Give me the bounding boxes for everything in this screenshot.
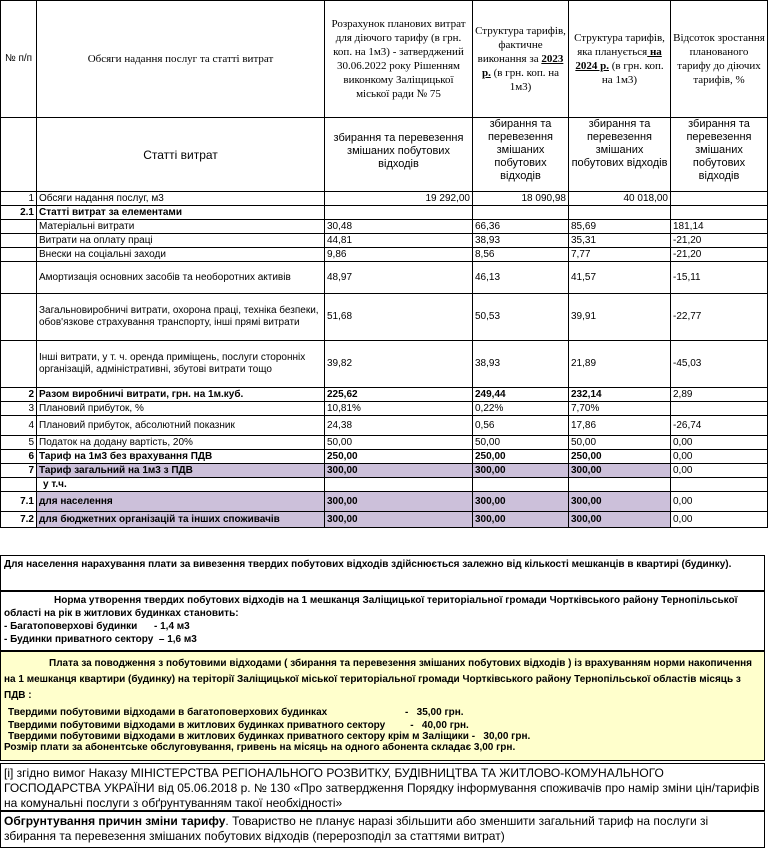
row-value: 9,86 [325, 248, 473, 262]
row-no: 7.2 [1, 512, 37, 528]
row-value [569, 206, 671, 220]
row-value: 249,44 [473, 388, 569, 402]
row-no: 4 [1, 416, 37, 436]
row-no [1, 262, 37, 294]
row-value: 7,77 [569, 248, 671, 262]
fee-section [0, 651, 765, 761]
col-calc-header: Розрахунок планових витрат для діючого тарифу (в грн. коп. на 1м3) - затверджений 30.06.2022 року Рішенням виконкому Заліщицької міської ради № 75 [325, 1, 473, 118]
row-value: 0,00 [671, 450, 768, 464]
row-value: 19 292,00 [325, 192, 473, 206]
table-row [1, 192, 768, 206]
table-row [1, 206, 768, 220]
row-value: 232,14 [569, 388, 671, 402]
row-value: 21,89 [569, 341, 671, 388]
row-no: 7 [1, 464, 37, 478]
row-name: Тариф на 1м3 без врахування ПДВ [37, 450, 325, 464]
row-name: у т.ч. [37, 478, 325, 492]
row-value [671, 206, 768, 220]
row-value: 46,13 [473, 262, 569, 294]
row-value: 38,93 [473, 234, 569, 248]
row-value [671, 402, 768, 416]
empty-cell [1, 118, 37, 192]
row-value: 41,57 [569, 262, 671, 294]
row-name: Податок на додану вартість, 20% [37, 436, 325, 450]
justification-text: . Товариство не планує наразі збільшити або зменшити загальний тариф на послуги зі збирання та перевезення змішаних побутових відходів (перерозподіл за статтями витрат) [4, 814, 709, 843]
row-name: Плановий прибуток, абсолютний показник [37, 416, 325, 436]
table-row [1, 220, 768, 234]
row-value: 50,53 [473, 294, 569, 341]
row-value: 8,56 [473, 248, 569, 262]
row-value: 51,68 [325, 294, 473, 341]
row-no [1, 234, 37, 248]
service-header: збирання та перевезення змішаних побутових відходів [325, 118, 473, 192]
row-value: 300,00 [325, 464, 473, 478]
population-note: Для населення нарахування плати за вивезення твердих побутових відходів здійснюється залежно від кількості мешканців в квартирі (будинку). [0, 555, 765, 591]
table-row [1, 294, 768, 341]
col-struct-fact-header: Структура тарифів, фактичне виконання за 2023 р. (в грн. коп. на 1м3) [473, 1, 569, 118]
fee-line: Твердими побутовими відходами в багатоповерхових будинках - 35,00 грн. [8, 707, 464, 718]
row-no [1, 248, 37, 262]
row-value: 40 018,00 [569, 192, 671, 206]
norm-section [0, 591, 765, 651]
volumes-header: Обсяги надання послуг та статті витрат [37, 1, 325, 118]
cost-items-header: Статті витрат [37, 118, 325, 192]
row-value: 44,81 [325, 234, 473, 248]
norm-line: - Будинки приватного сектору – 1,6 м3 [4, 634, 197, 645]
fee-line: Розмір плати за абонентське обслуговування, гривень на місяць на одного абонента складає 3,00 грн. [4, 742, 516, 753]
row-name: Матеріальні витрати [37, 220, 325, 234]
row-value: 10,81% [325, 402, 473, 416]
row-value: 17,86 [569, 416, 671, 436]
row-value: 50,00 [325, 436, 473, 450]
row-value: -21,20 [671, 234, 768, 248]
table-row [1, 402, 768, 416]
row-value: 300,00 [325, 492, 473, 512]
row-name: Обсяги надання послуг, м3 [37, 192, 325, 206]
row-value [325, 478, 473, 492]
row-value: 50,00 [569, 436, 671, 450]
table-row [1, 464, 768, 478]
row-no: 7.1 [1, 492, 37, 512]
fee-line: Твердими побутовими відходами в житлових будинках приватного сектору крім м Заліщики - 30,00 грн. [8, 731, 531, 742]
row-value: 300,00 [473, 464, 569, 478]
row-value: 300,00 [569, 512, 671, 528]
row-value: -15,11 [671, 262, 768, 294]
row-name: для бюджетних організацій та інших споживачів [37, 512, 325, 528]
table-row [1, 450, 768, 464]
row-value: 48,97 [325, 262, 473, 294]
table-row [1, 234, 768, 248]
row-value: 300,00 [473, 512, 569, 528]
row-value: 85,69 [569, 220, 671, 234]
row-value: 7,70% [569, 402, 671, 416]
row-name: Амортизація основних засобів та необоротних активів [37, 262, 325, 294]
row-value: 66,36 [473, 220, 569, 234]
row-name: Статті витрат за елементами [37, 206, 325, 220]
row-no: 2.1 [1, 206, 37, 220]
row-value: 24,38 [325, 416, 473, 436]
row-value: 18 090,98 [473, 192, 569, 206]
service-header: збирання та перевезення змішаних побутових відходів [569, 118, 671, 192]
row-value [325, 206, 473, 220]
row-no [1, 220, 37, 234]
table-row [1, 492, 768, 512]
row-value: 50,00 [473, 436, 569, 450]
row-value [671, 192, 768, 206]
row-value: 0,22% [473, 402, 569, 416]
fee-title: Плата за поводження з побутовими відходами ( збирання та перевезення змішаних побутових відходів ) із врахуванням норми накопичення на 1 мешканця квартири (будинку) на теріторії Заліщицької міської територіальної громади Чортківського району Тернопільської областів місяць з ПДВ : [4, 658, 753, 701]
row-value: 225,62 [325, 388, 473, 402]
table-row [1, 436, 768, 450]
row-value: 300,00 [569, 464, 671, 478]
table-row [1, 478, 768, 492]
row-value: 0,00 [671, 464, 768, 478]
row-value: 300,00 [473, 492, 569, 512]
row-value: -22,77 [671, 294, 768, 341]
row-value: 35,31 [569, 234, 671, 248]
row-no [1, 341, 37, 388]
row-no [1, 294, 37, 341]
service-header: збирання та перевезення змішаних побутових відходів [473, 118, 569, 192]
row-name: Загальновиробничі витрати, охорона праці, техніка безпеки, обов'язкове страхування транспорту, інші прямі витрати [37, 294, 325, 341]
row-value: 0,56 [473, 416, 569, 436]
norm-line: - Багатоповерхові будинки - 1,4 м3 [4, 621, 190, 632]
row-value: -26,74 [671, 416, 768, 436]
row-value: 30,48 [325, 220, 473, 234]
table-row [1, 512, 768, 528]
row-value: 0,00 [671, 492, 768, 512]
row-value: -21,20 [671, 248, 768, 262]
norm-title: Норма утворення твердих побутових відходів на 1 мешканця Заліщицької територіальної громади Чортківського району Тернопільської області на рік в житлових будинках становить: [4, 595, 738, 619]
table-row [1, 341, 768, 388]
row-value [473, 206, 569, 220]
col-struct-plan-header: Структура тарифів, яка планується на 2024 р. (в грн. коп. на 1м3) [569, 1, 671, 118]
row-no: 3 [1, 402, 37, 416]
justification [0, 811, 765, 848]
row-value: 38,93 [473, 341, 569, 388]
row-name: Тариф загальний на 1м3 з ПДВ [37, 464, 325, 478]
row-no: 1 [1, 192, 37, 206]
justification-label: Обгрунтування причин зміни тарифу [4, 814, 226, 828]
row-no: 6 [1, 450, 37, 464]
row-no: 2 [1, 388, 37, 402]
service-header: збирання та перевезення змішаних побутових відходів [671, 118, 768, 192]
row-name: Плановий прибуток, % [37, 402, 325, 416]
row-value [473, 478, 569, 492]
row-no: 5 [1, 436, 37, 450]
fee-line: Твердими побутовими відходами в житлових будинках приватного сектору - 40,00 грн. [8, 720, 469, 731]
row-value: 0,00 [671, 436, 768, 450]
row-value: 300,00 [569, 492, 671, 512]
table-row [1, 248, 768, 262]
row-name: Разом виробничі витрати, грн. на 1м.куб. [37, 388, 325, 402]
row-value [569, 478, 671, 492]
row-value: 250,00 [473, 450, 569, 464]
row-value: 250,00 [569, 450, 671, 464]
row-value: 0,00 [671, 512, 768, 528]
row-value: 39,82 [325, 341, 473, 388]
row-value: 300,00 [325, 512, 473, 528]
row-name: Внески на соціальні заходи [37, 248, 325, 262]
row-value [671, 478, 768, 492]
row-value: 181,14 [671, 220, 768, 234]
row-no [1, 478, 37, 492]
row-value: 250,00 [325, 450, 473, 464]
table-row [1, 262, 768, 294]
row-value: 2,89 [671, 388, 768, 402]
table-row [1, 388, 768, 402]
row-value: -45,03 [671, 341, 768, 388]
table-row [1, 416, 768, 436]
row-name: для населення [37, 492, 325, 512]
row-name: Інші витрати, у т. ч. оренда приміщень, послуги сторонніх організацій, адміністративні, збутові витрати тощо [37, 341, 325, 388]
row-name: Витрати на оплату праці [37, 234, 325, 248]
col-percent-header: Відсоток зростання планованого тарифу до діючих тарифів, % [671, 1, 768, 118]
row-value: 39,91 [569, 294, 671, 341]
no-header: № п/п [1, 1, 37, 118]
footnote: [i] згідно вимог Наказу МІНІСТЕРСТВА РЕГІОНАЛЬНОГО РОЗВИТКУ, БУДІВНИЦТВА ТА ЖИТЛОВО-КОМУНАЛЬНОГО ГОСПОДАРСТВА УКРАЇНИ від 05.06.2018 р. № 130 «Про затвердження Порядку інформування споживачів про намір зміни цін/тарифів на комунальні послуги з обґрунтуванням такої необхідності» [0, 763, 765, 811]
